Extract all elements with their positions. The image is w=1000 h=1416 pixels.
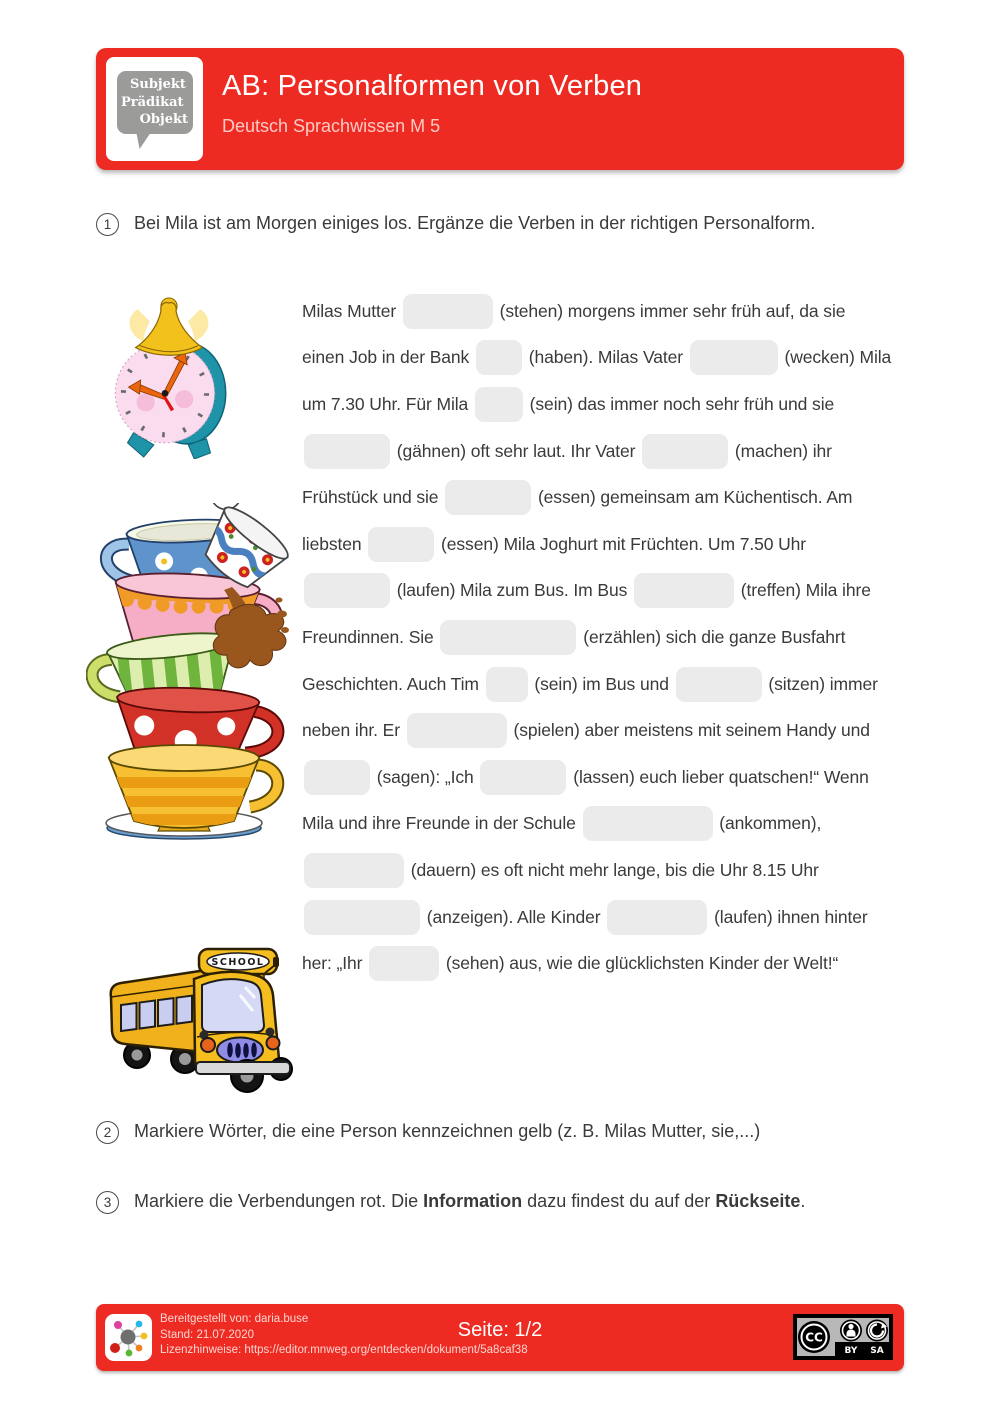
worksheet-subtitle: Deutsch Sprachwissen M 5: [222, 116, 441, 136]
license-link-line[interactable]: Lizenzhinweise: https://editor.mnweg.org/entdecken/dokument/5a8caf38: [160, 1344, 528, 1356]
bus-sign-label: SCHOOL: [211, 957, 265, 968]
exercise-line: [302, 335, 927, 382]
exercise-text: Frühstück und sie: [302, 487, 444, 508]
logo-word-subjekt: Subjekt: [130, 77, 186, 92]
answer-blank[interactable]: [486, 667, 528, 702]
exercise-line: [302, 940, 927, 987]
cc-by-sa-badge[interactable]: [793, 1314, 893, 1365]
exercise-line: [302, 754, 927, 801]
answer-blank[interactable]: [475, 387, 523, 422]
exercise-text: Milas Mutter: [302, 300, 401, 321]
exercise-line: [302, 801, 927, 848]
exercise-text: (stehen) morgens immer sehr früh auf, da sie: [494, 300, 846, 321]
exercise-text: (wecken) Mila: [779, 347, 892, 368]
exercise-text: her: „Ihr: [302, 953, 368, 974]
exercise-line: [302, 707, 927, 754]
answer-blank[interactable]: [440, 620, 576, 655]
answer-blank[interactable]: [690, 340, 778, 375]
exercise-line: [302, 614, 927, 661]
exercise-line: [302, 288, 927, 335]
answer-blank[interactable]: [304, 573, 390, 608]
logo-word-objekt: Objekt: [139, 112, 188, 127]
logo-word-praedikat: Prädikat: [121, 94, 184, 110]
task-text-segment: Markiere die Verbendungen rot. Die: [134, 1191, 424, 1211]
answer-blank[interactable]: [368, 527, 434, 562]
task-text-segment: Markiere Wörter, die eine Person kennzeichnen gelb (z. B. Milas Mutter, sie,...): [134, 1121, 761, 1141]
exercise-line: [302, 474, 927, 521]
exercise-line: [302, 661, 927, 708]
answer-blank[interactable]: [476, 340, 522, 375]
exercise-text: Mila und ihre Freunde in der Schule: [302, 813, 581, 834]
answer-blank[interactable]: [445, 480, 531, 515]
exercise-text: liebsten: [302, 533, 367, 554]
task-3-number-badge: 3: [96, 1191, 119, 1214]
exercise-text: (erzählen) sich die ganze Busfahrt: [578, 626, 846, 647]
answer-blank[interactable]: [403, 294, 493, 329]
exercise-text: (essen) gemeinsam am Küchentisch. Am: [533, 487, 853, 508]
provided-by-line: Bereitgestellt von: daria.buse: [160, 1313, 309, 1325]
answer-blank[interactable]: [480, 760, 566, 795]
exercise-text: (machen) ihr: [730, 440, 832, 461]
by-label: BY: [844, 1346, 858, 1356]
exercise-text: (sehen) aus, wie die glücklichsten Kinder der Welt!“: [441, 953, 839, 974]
exercise-text: (essen) Mila Joghurt mit Früchten. Um 7.50 Uhr: [436, 533, 807, 554]
answer-blank[interactable]: [304, 760, 370, 795]
exercise-line: [302, 568, 927, 615]
exercise-text: (spielen) aber meistens mit seinem Handy und: [508, 720, 870, 741]
exercise-text: (laufen) ihnen hinter: [709, 906, 868, 927]
answer-blank[interactable]: [583, 806, 713, 841]
date-line: Stand: 21.07.2020: [160, 1328, 254, 1341]
exercise-lines: [302, 288, 927, 987]
answer-blank[interactable]: [304, 900, 420, 935]
publisher-logo: [106, 57, 203, 161]
exercise-text: einen Job in der Bank: [302, 347, 474, 368]
answer-blank[interactable]: [407, 713, 507, 748]
exercise-text: (haben). Milas Vater: [523, 347, 688, 368]
footer-bar: [96, 1304, 904, 1371]
teacup-stack-illustration: [86, 503, 291, 843]
task-text-segment: Rückseite: [715, 1191, 801, 1211]
worksheet-title: AB: Personalformen von Verben: [222, 70, 643, 102]
answer-blank[interactable]: [634, 573, 734, 608]
exercise-text: (treffen) Mila ihre: [736, 580, 871, 601]
task-1-instruction: [134, 213, 815, 234]
task-3-instruction: [134, 1191, 805, 1212]
task-text-segment: Information: [423, 1191, 523, 1211]
header-banner: [96, 48, 904, 170]
exercise-text: (lassen) euch lieber quatschen!“ Wenn: [568, 766, 869, 787]
answer-blank[interactable]: [369, 946, 439, 981]
school-bus-illustration: [97, 943, 297, 1095]
task-2: [96, 1121, 906, 1144]
bus-grille: [217, 1038, 263, 1063]
exercise-line: [302, 894, 927, 941]
exercise-text: Geschichten. Auch Tim: [302, 673, 484, 694]
task-text-segment: dazu findest du auf der: [522, 1191, 716, 1211]
exercise-line: [302, 521, 927, 568]
bus-bumper: [196, 1062, 290, 1074]
speech-bubble-tail: [134, 133, 151, 149]
yellow-striped-cup: [101, 745, 278, 839]
exercise-line: [302, 428, 927, 475]
answer-blank[interactable]: [676, 667, 762, 702]
alarm-clock-illustration: [109, 295, 229, 459]
exercise-text: (sein) im Bus und: [529, 673, 674, 694]
exercise-text: (sein) das immer noch sehr früh und sie: [524, 393, 835, 414]
exercise-text: (anzeigen). Alle Kinder: [422, 906, 606, 927]
exercise-text: um 7.30 Uhr. Für Mila: [302, 393, 473, 414]
task-1-number-badge: 1: [96, 213, 119, 236]
exercise-text: (sitzen) immer: [763, 673, 878, 694]
sa-label: SA: [870, 1346, 884, 1356]
answer-blank[interactable]: [642, 434, 728, 469]
task-text-segment: Bei Mila ist am Morgen einiges los. Ergänze die Verben in der richtigen Personalform.: [134, 213, 816, 233]
answer-blank[interactable]: [607, 900, 707, 935]
bus-windshield: [202, 979, 264, 1032]
exercise-text: neben ihr. Er: [302, 720, 405, 741]
exercise-line: [302, 847, 927, 894]
exercise-text: Freundinnen. Sie: [302, 626, 439, 647]
exercise-text: (gähnen) oft sehr laut. Ihr Vater: [392, 440, 641, 461]
bus-school-sign: [199, 949, 277, 974]
task-2-number-badge: 2: [96, 1121, 119, 1144]
speech-bubble-icon: [117, 71, 193, 134]
exercise-line: [302, 381, 927, 428]
exercise-text: (dauern) es oft nicht mehr lange, bis die Uhr 8.15 Uhr: [406, 859, 819, 880]
task-text-segment: .: [800, 1191, 806, 1211]
task-2-instruction: [134, 1121, 760, 1142]
cc-icon: CC: [805, 1330, 823, 1345]
by-person-icon: [848, 1324, 853, 1329]
task-1: [96, 213, 906, 236]
exercise-text: (ankommen),: [714, 813, 822, 834]
answer-blank[interactable]: [304, 434, 390, 469]
exercise-text: (laufen) Mila zum Bus. Im Bus: [392, 580, 633, 601]
exercise-text: (sagen): „Ich: [372, 766, 479, 787]
page-number: Seite: 1/2: [457, 1319, 543, 1341]
task-3: [96, 1191, 906, 1214]
answer-blank[interactable]: [304, 853, 404, 888]
